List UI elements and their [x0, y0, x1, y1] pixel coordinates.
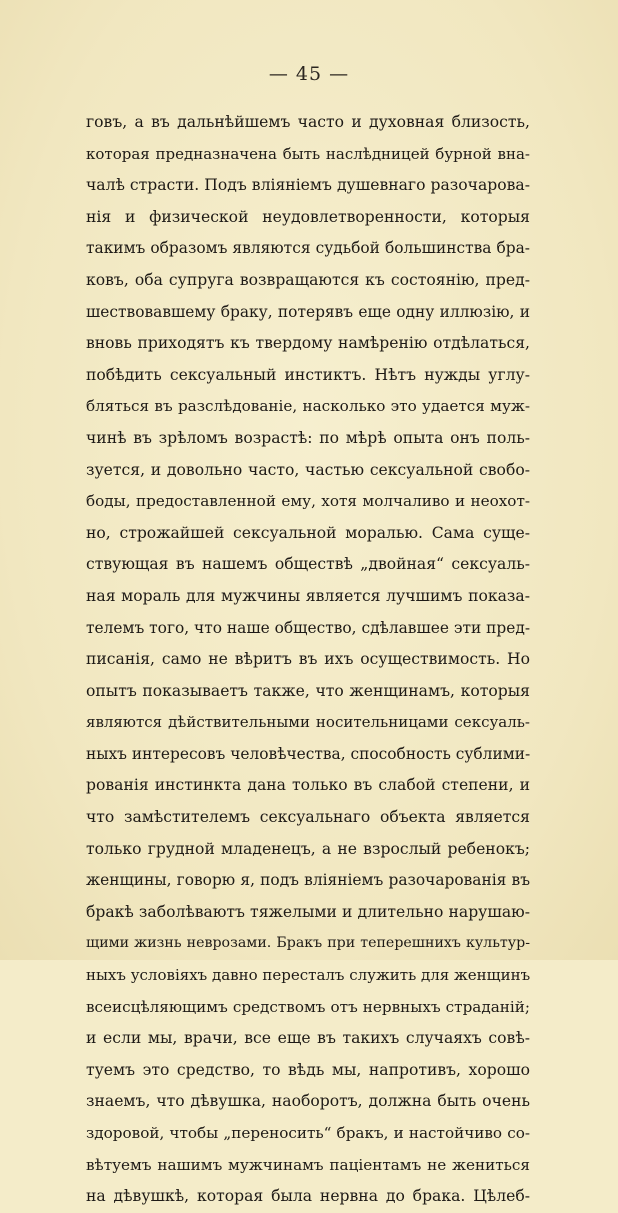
text-line: ная мораль для мужчины является лучшимъ показа- — [86, 586, 530, 605]
text-line: знаемъ, что дѣвушка, наоборотъ, должна быть очень — [86, 1092, 530, 1111]
text-line: которая предназначена быть наслѣдницей бурной вна- — [86, 144, 530, 163]
text-line: опытъ показываетъ также, что женщинамъ, которыя — [86, 681, 530, 700]
text-line: являются дѣйствительными носительницами сексуаль- — [86, 713, 530, 732]
text-line: шествовавшему браку, потерявъ еще одну иллюзію, и — [86, 302, 530, 321]
text-line: зуется, и довольно часто, частью сексуальной свобо- — [86, 460, 530, 479]
text-line: на дѣвушкѣ, которая была нервна до брака. Цѣлеб- — [86, 1187, 530, 1206]
text-line: ствующая въ нашемъ обществѣ „двойная“ сексуаль- — [86, 555, 530, 574]
text-line: щими жизнь неврозами. Бракъ при теперешнихъ культур- — [86, 935, 530, 952]
text-line: вновь приходятъ къ твердому намѣренію отдѣлаться, — [86, 334, 530, 353]
text-line: бляться въ разслѣдованіе, насколько это удается муж- — [86, 397, 530, 416]
page-number: — 45 — — [268, 63, 350, 85]
text-line: боды, предоставленной ему, хотя молчаливо и неохот- — [86, 492, 530, 511]
text-line: чинѣ въ зрѣломъ возрастѣ: по мѣрѣ опыта онъ поль- — [86, 428, 530, 447]
text-line: ныхъ интересовъ человѣчества, способность сублими- — [86, 744, 530, 763]
text-line: здоровой, чтобы „переносить“ бракъ, и настойчиво со- — [86, 1124, 530, 1142]
text-line: такимъ образомъ являются судьбой большинства бра- — [86, 239, 530, 258]
text-line: и если мы, врачи, все еще въ такихъ случаяхъ совѣ- — [86, 1029, 530, 1048]
text-line: вѣтуемъ нашимъ мужчинамъ пацiентамъ не жениться — [86, 1155, 530, 1174]
text-line: побѣдить сексуальный инстиктъ. Нѣтъ нужды углу- — [86, 365, 530, 384]
text-line: женщины, говорю я, подъ вліяніемъ разочарованія въ — [86, 871, 530, 890]
text-line: что замѣстителемъ сексуальнаго объекта является — [86, 808, 530, 827]
body-text — [86, 107, 530, 1213]
text-line: говъ, а въ дальнѣйшемъ часто и духовная близость, — [86, 113, 530, 131]
text-line: бракѣ заболѣваютъ тяжелыми и длительно нарушаю- — [86, 902, 530, 921]
text-line: писанія, само не вѣритъ въ ихъ осуществимость. Но — [86, 650, 530, 669]
text-line: всеисцѣляющимъ средствомъ отъ нервныхъ страданій; — [86, 997, 530, 1016]
text-line: только грудной младенецъ, а не взрослый ребенокъ; — [86, 839, 530, 858]
text-line: чалѣ страсти. Подъ вліяніемъ душевнаго разочарова- — [86, 176, 530, 195]
text-line: ныхъ условіяхъ давно пересталъ служить для женщинъ — [86, 966, 530, 985]
text-line: ковъ, оба супруга возвращаются къ состоянію, пред- — [86, 270, 530, 289]
text-line: но, строжайшей сексуальной моралью. Сама суще- — [86, 523, 530, 542]
text-line: нія и физической неудовлетворенности, которыя — [86, 207, 530, 226]
text-line: рованія инстинкта дана только въ слабой степени, и — [86, 776, 530, 795]
text-line: туемъ это средство, то вѣдь мы, напротивъ, хорошо — [86, 1060, 530, 1079]
text-line: телемъ того, что наше общество, сдѣлавшее эти пред- — [86, 618, 530, 637]
